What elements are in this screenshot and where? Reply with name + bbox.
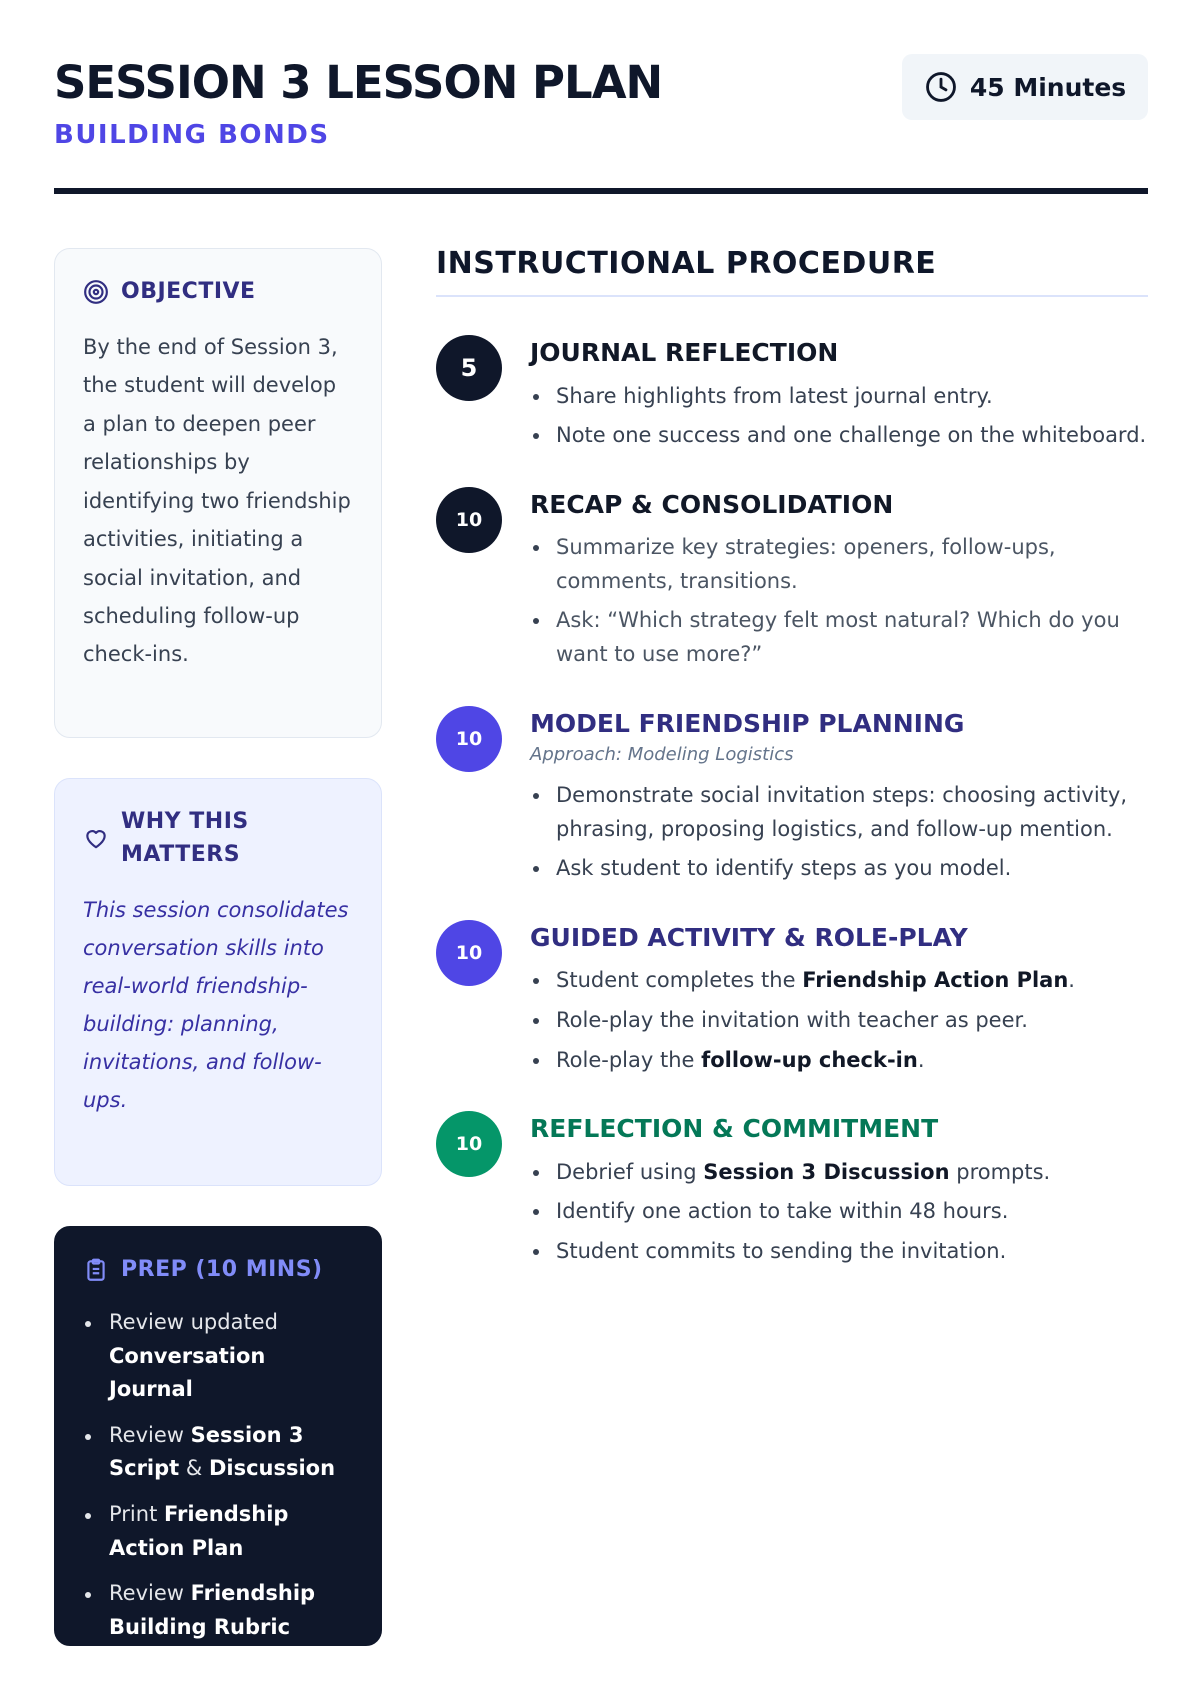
step-bullet: Share highlights from latest journal entry. <box>530 380 1148 414</box>
step-guided-activity <box>436 922 1148 1077</box>
minutes-badge: 10 <box>436 1111 502 1177</box>
sidebar <box>54 248 382 1686</box>
step-bullet: Summarize key strategies: openers, follow-ups, comments, transitions. <box>530 531 1148 598</box>
minutes-badge: 10 <box>436 706 502 772</box>
target-icon <box>83 279 109 305</box>
step-recap-consolidation <box>436 489 1148 672</box>
objective-title: OBJECTIVE <box>121 279 256 304</box>
objective-card <box>54 248 382 738</box>
step-title: REFLECTION & COMMITMENT <box>530 1114 939 1144</box>
procedure-section <box>436 246 1148 1304</box>
minutes-badge: 10 <box>436 487 502 553</box>
prep-item: Review Session 3 Script & Discussion <box>83 1419 355 1486</box>
prep-item: Review updated Conversation Journal <box>83 1306 355 1407</box>
procedure-title: INSTRUCTIONAL PROCEDURE <box>436 246 1148 297</box>
minutes-badge: 10 <box>436 920 502 986</box>
why-text: This session consolidates conversation skills into real-world friendship-building: planning, invitations, and follow-ups. <box>83 898 349 1112</box>
step-bullet: Debrief using Session 3 Discussion prompts. <box>530 1156 1148 1190</box>
step-title: RECAP & CONSOLIDATION <box>530 489 894 519</box>
page-subtitle: BUILDING BONDS <box>54 120 330 150</box>
prep-list <box>83 1306 355 1644</box>
step-title: GUIDED ACTIVITY & ROLE-PLAY <box>530 922 968 952</box>
step-journal-reflection <box>436 337 1148 453</box>
step-bullets <box>530 779 1148 886</box>
clipboard-icon <box>83 1257 109 1283</box>
step-bullet: Student commits to sending the invitation. <box>530 1235 1148 1269</box>
why-card <box>54 778 382 1186</box>
duration-label: 45 Minutes <box>969 72 1127 102</box>
why-header <box>83 805 355 871</box>
step-bullet: Demonstrate social invitation steps: choosing activity, phrasing, proposing logistics, and follow-up mention. <box>530 779 1148 846</box>
clock-icon <box>924 70 958 104</box>
procedure-steps <box>436 337 1148 1268</box>
step-title: MODEL FRIENDSHIP PLANNING <box>530 708 965 738</box>
prep-item: Review Friendship Building Rubric <box>83 1577 355 1644</box>
prep-card <box>54 1226 382 1646</box>
step-title: JOURNAL REFLECTION <box>530 338 839 367</box>
step-bullet: Role-play the invitation with teacher as peer. <box>530 1004 1148 1038</box>
prep-title: PREP (10 MINS) <box>121 1257 323 1282</box>
step-bullets <box>530 964 1148 1077</box>
step-bullet: Ask student to identify steps as you model. <box>530 852 1148 886</box>
heart-icon <box>83 825 109 851</box>
step-bullets <box>530 531 1148 671</box>
prep-header <box>83 1253 355 1286</box>
step-bullet: Identify one action to take within 48 hours. <box>530 1195 1148 1229</box>
page-title: SESSION 3 LESSON PLAN <box>54 56 663 109</box>
step-bullet: Note one success and one challenge on the whiteboard. <box>530 419 1148 453</box>
step-approach: Approach: Modeling Logistics <box>530 744 794 766</box>
step-model-friendship-planning <box>436 708 1148 886</box>
step-bullet: Student completes the Friendship Action Plan. <box>530 964 1148 998</box>
objective-header <box>83 275 355 308</box>
page-header <box>54 0 1148 194</box>
why-title: WHY THIS MATTERS <box>121 809 249 867</box>
minutes-badge: 5 <box>436 335 502 401</box>
step-reflection-commitment <box>436 1113 1148 1268</box>
duration-badge <box>902 54 1148 120</box>
step-bullets <box>530 380 1148 453</box>
prep-item: Print Friendship Action Plan <box>83 1498 355 1565</box>
step-bullet: Role-play the follow-up check-in. <box>530 1044 1148 1078</box>
step-bullet: Ask: “Which strategy felt most natural? Which do you want to use more?” <box>530 604 1148 671</box>
step-bullets <box>530 1156 1148 1269</box>
objective-text: By the end of Session 3, the student will develop a plan to deepen peer relationships by identifying two friendship activities, initiating a social invitation, and scheduling follow-up check-ins. <box>83 335 351 667</box>
